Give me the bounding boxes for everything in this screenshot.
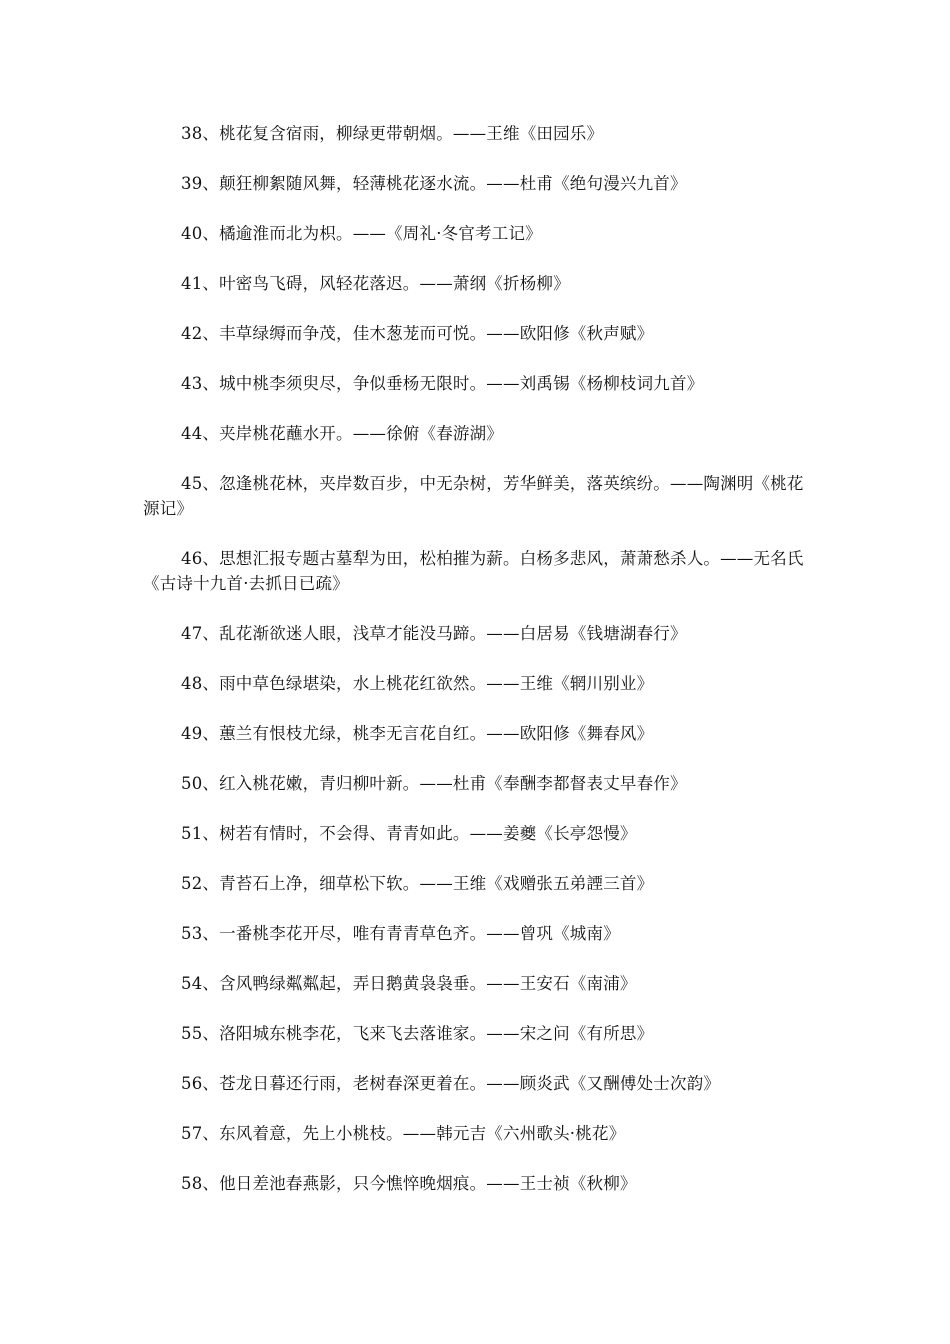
list-item: 45、忽逢桃花林，夹岸数百步，中无杂树，芳华鲜美，落英缤纷。——陶渊明《桃花源记》 — [143, 474, 804, 518]
list-item: 53、一番桃李花开尽，唯有青青草色齐。——曾巩《城南》 — [181, 924, 620, 943]
list-item: 41、叶密鸟飞碍，风轻花落迟。——萧纲《折杨柳》 — [181, 274, 570, 293]
list-item: 58、他日差池春燕影，只今憔悴晚烟痕。——王士祯《秋柳》 — [181, 1174, 637, 1193]
list-item: 54、含风鸭绿粼粼起，弄日鹅黄袅袅垂。——王安石《南浦》 — [181, 974, 637, 993]
list-item: 46、思想汇报专题古墓犁为田，松柏摧为薪。白杨多悲风，萧萧愁杀人。——无名氏《古诗十九首·去抓日已疏》 — [143, 549, 804, 593]
list-item: 51、树若有情时，不会得、青青如此。——姜夔《长亭怨慢》 — [181, 824, 637, 843]
list-item: 50、红入桃花嫩，青归柳叶新。——杜甫《奉酬李都督表丈早春作》 — [181, 774, 687, 793]
list-item: 55、洛阳城东桃李花，飞来飞去落谁家。——宋之问《有所思》 — [181, 1024, 654, 1043]
poem-list — [143, 121, 807, 1221]
list-item: 48、雨中草色绿堪染，水上桃花红欲然。——王维《辋川别业》 — [181, 674, 654, 693]
list-item: 40、橘逾淮而北为枳。——《周礼·冬官考工记》 — [181, 224, 542, 243]
list-item: 49、蕙兰有恨枝尤绿，桃李无言花自红。——欧阳修《舞春风》 — [181, 724, 654, 743]
list-item: 43、城中桃李须臾尽，争似垂杨无限时。——刘禹锡《杨柳枝词九首》 — [181, 374, 704, 393]
list-item: 38、桃花复含宿雨，柳绿更带朝烟。——王维《田园乐》 — [181, 124, 604, 143]
list-item: 42、丰草绿缛而争茂，佳木葱茏而可悦。——欧阳修《秋声赋》 — [181, 324, 654, 343]
list-item: 47、乱花渐欲迷人眼，浅草才能没马蹄。——白居易《钱塘湖春行》 — [181, 624, 687, 643]
list-item: 44、夹岸桃花蘸水开。——徐俯《春游湖》 — [181, 424, 503, 443]
list-item: 56、苍龙日暮还行雨，老树春深更着在。——顾炎武《又酬傅处士次韵》 — [181, 1074, 721, 1093]
list-item: 52、青苔石上净，细草松下软。——王维《戏赠张五弟諲三首》 — [181, 874, 654, 893]
list-item: 57、东风着意，先上小桃枝。——韩元吉《六州歌头·桃花》 — [181, 1124, 626, 1143]
list-item: 39、颠狂柳絮随风舞，轻薄桃花逐水流。——杜甫《绝句漫兴九首》 — [181, 174, 687, 193]
